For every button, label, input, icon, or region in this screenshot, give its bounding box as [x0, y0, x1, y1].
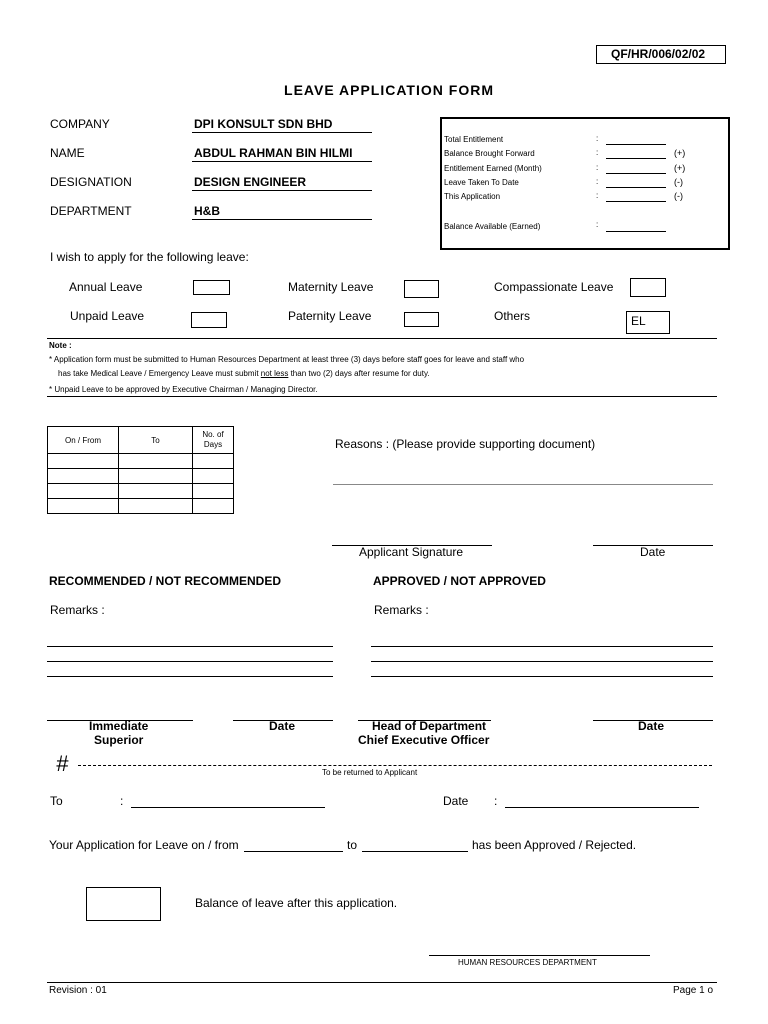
name-value[interactable]: ABDUL RAHMAN BIN HILMI	[194, 146, 353, 160]
maternity-leave-checkbox[interactable]	[404, 280, 439, 298]
table-cell[interactable]	[119, 484, 193, 499]
table-cell[interactable]	[193, 469, 234, 484]
entitlement-blank[interactable]	[606, 158, 666, 159]
approved-remarks-label: Remarks :	[374, 603, 429, 617]
reply-to-colon: :	[120, 794, 124, 808]
remarks-line[interactable]	[371, 676, 713, 677]
table-row	[48, 469, 234, 484]
department-underline	[192, 219, 372, 220]
immediate-superior-label-2: Superior	[94, 733, 144, 747]
name-underline	[192, 161, 372, 162]
entitlement-sign: (+)	[674, 148, 686, 158]
col-header-from: On / From	[48, 427, 119, 454]
page-number: Page 1 o	[673, 985, 714, 996]
table-row	[48, 454, 234, 469]
others-label: Others	[494, 309, 531, 323]
reply-to-line[interactable]	[131, 807, 325, 808]
reply-to-label: To	[50, 794, 63, 808]
others-value: EL	[631, 314, 646, 328]
table-cell[interactable]	[193, 484, 234, 499]
maternity-leave-label: Maternity Leave	[288, 280, 374, 294]
balance-leave-box[interactable]	[86, 887, 161, 921]
note-bottom-rule	[47, 396, 717, 397]
remarks-line[interactable]	[47, 661, 333, 662]
entitlement-label: Leave Taken To Date	[444, 178, 519, 187]
head-of-department-label-2: Chief Executive Officer	[358, 733, 490, 747]
compassionate-leave-label: Compassionate Leave	[494, 280, 614, 294]
cut-line	[78, 765, 712, 766]
return-note: To be returned to Applicant	[322, 768, 418, 777]
entitlement-label: Balance Brought Forward	[444, 149, 535, 158]
reply-date-colon: :	[494, 794, 498, 808]
balance-available-label: Balance Available (Earned)	[444, 222, 541, 231]
col-header-to: To	[119, 427, 193, 454]
note-line-2a: has take Medical Leave / Emergency Leave must submit	[58, 369, 261, 378]
balance-available-blank[interactable]	[606, 231, 666, 232]
table-cell[interactable]	[48, 469, 119, 484]
annual-leave-label: Annual Leave	[69, 280, 143, 294]
designation-underline	[192, 190, 372, 191]
footer-rule	[47, 982, 717, 983]
unpaid-leave-checkbox[interactable]	[191, 312, 227, 328]
table-cell[interactable]	[193, 499, 234, 514]
entitlement-label: This Application	[444, 192, 501, 201]
entitlement-blank[interactable]	[606, 173, 666, 174]
hr-department-label: HUMAN RESOURCES DEPARTMENT	[458, 958, 597, 967]
table-cell[interactable]	[119, 454, 193, 469]
col-header-days-2: Days	[203, 440, 223, 449]
entitlement-blank[interactable]	[606, 187, 666, 188]
entitlement-sign: (-)	[674, 177, 683, 187]
entitlement-colon: :	[596, 148, 599, 157]
entitlement-colon: :	[596, 134, 599, 143]
table-cell[interactable]	[48, 484, 119, 499]
remarks-line[interactable]	[47, 676, 333, 677]
form-title: LEAVE APPLICATION FORM	[284, 82, 494, 98]
entitlement-sign: (-)	[674, 191, 683, 201]
note-line-2	[58, 369, 430, 378]
approved-heading: APPROVED / NOT APPROVED	[373, 574, 546, 588]
entitlement-blank[interactable]	[606, 144, 666, 145]
entitlement-colon: :	[596, 220, 599, 229]
table-cell[interactable]	[193, 454, 234, 469]
paternity-leave-label: Paternity Leave	[288, 309, 372, 323]
entitlement-label: Entitlement Earned (Month)	[444, 164, 542, 173]
application-to-word: to	[347, 838, 358, 852]
table-row	[48, 484, 234, 499]
table-cell[interactable]	[48, 499, 119, 514]
entitlement-label: Total Entitlement	[444, 135, 504, 144]
application-status-text-1: Your Application for Leave on / from	[49, 838, 239, 852]
reply-date-line[interactable]	[505, 807, 699, 808]
note-top-rule	[47, 338, 717, 339]
note-line-1: * Application form must be submitted to Human Resources Department at least three (3) days before staff goes for leave and staff who	[49, 355, 525, 364]
remarks-line[interactable]	[371, 661, 713, 662]
revision-label: Revision : 01	[49, 985, 107, 996]
doc-code: QF/HR/006/02/02	[611, 47, 706, 61]
scissors-mark: #	[56, 751, 69, 776]
applicant-date-label: Date	[640, 545, 666, 559]
reasons-label: Reasons : (Please provide supporting document)	[335, 437, 596, 451]
hr-signature-line[interactable]	[429, 955, 650, 956]
dates-table	[47, 426, 234, 514]
head-date-label: Date	[638, 719, 665, 733]
head-of-department-label-1: Head of Department	[372, 719, 487, 733]
application-status-text-2: has been Approved / Rejected.	[472, 838, 637, 852]
applicant-signature-label: Applicant Signature	[359, 545, 464, 559]
dates-table-header	[48, 427, 234, 454]
company-value[interactable]: DPI KONSULT SDN BHD	[194, 117, 333, 131]
department-value[interactable]: H&B	[194, 204, 220, 218]
entitlement-sign: (+)	[674, 163, 686, 173]
apply-intro: I wish to apply for the following leave:	[50, 250, 249, 264]
paternity-leave-checkbox[interactable]	[404, 312, 439, 327]
entitlement-colon: :	[596, 177, 599, 186]
col-header-days	[193, 427, 234, 454]
recommended-remarks-label: Remarks :	[50, 603, 105, 617]
note-line-2c: than two (2) days after resume for duty.	[288, 369, 430, 378]
remarks-line[interactable]	[371, 646, 713, 647]
entitlement-colon: :	[596, 163, 599, 172]
note-line-2b: not less	[260, 369, 289, 378]
table-cell[interactable]	[119, 469, 193, 484]
table-cell[interactable]	[48, 454, 119, 469]
application-from-line[interactable]	[244, 851, 343, 852]
company-underline	[192, 132, 372, 133]
table-cell[interactable]	[119, 499, 193, 514]
immediate-superior-label-1: Immediate	[89, 719, 149, 733]
table-row	[48, 499, 234, 514]
name-label: NAME	[50, 146, 85, 160]
reply-date-label: Date	[443, 794, 469, 808]
recommended-heading: RECOMMENDED / NOT RECOMMENDED	[49, 574, 282, 588]
balance-leave-text: Balance of leave after this application.	[195, 896, 398, 910]
department-label: DEPARTMENT	[50, 204, 132, 218]
designation-label: DESIGNATION	[50, 175, 132, 189]
note-line-3: * Unpaid Leave to be approved by Executive Chairman / Managing Director.	[49, 385, 318, 394]
compassionate-leave-checkbox[interactable]	[630, 278, 666, 297]
entitlement-colon: :	[596, 191, 599, 200]
superior-date-label: Date	[269, 719, 296, 733]
reasons-line[interactable]	[333, 484, 713, 485]
col-header-days-1: No. of	[202, 430, 224, 439]
remarks-line[interactable]	[47, 646, 333, 647]
unpaid-leave-label: Unpaid Leave	[70, 309, 145, 323]
note-heading: Note :	[49, 341, 72, 350]
designation-value[interactable]: DESIGN ENGINEER	[194, 175, 307, 189]
entitlement-blank[interactable]	[606, 201, 666, 202]
annual-leave-checkbox[interactable]	[193, 280, 230, 295]
application-to-line[interactable]	[362, 851, 468, 852]
company-label: COMPANY	[50, 117, 110, 131]
